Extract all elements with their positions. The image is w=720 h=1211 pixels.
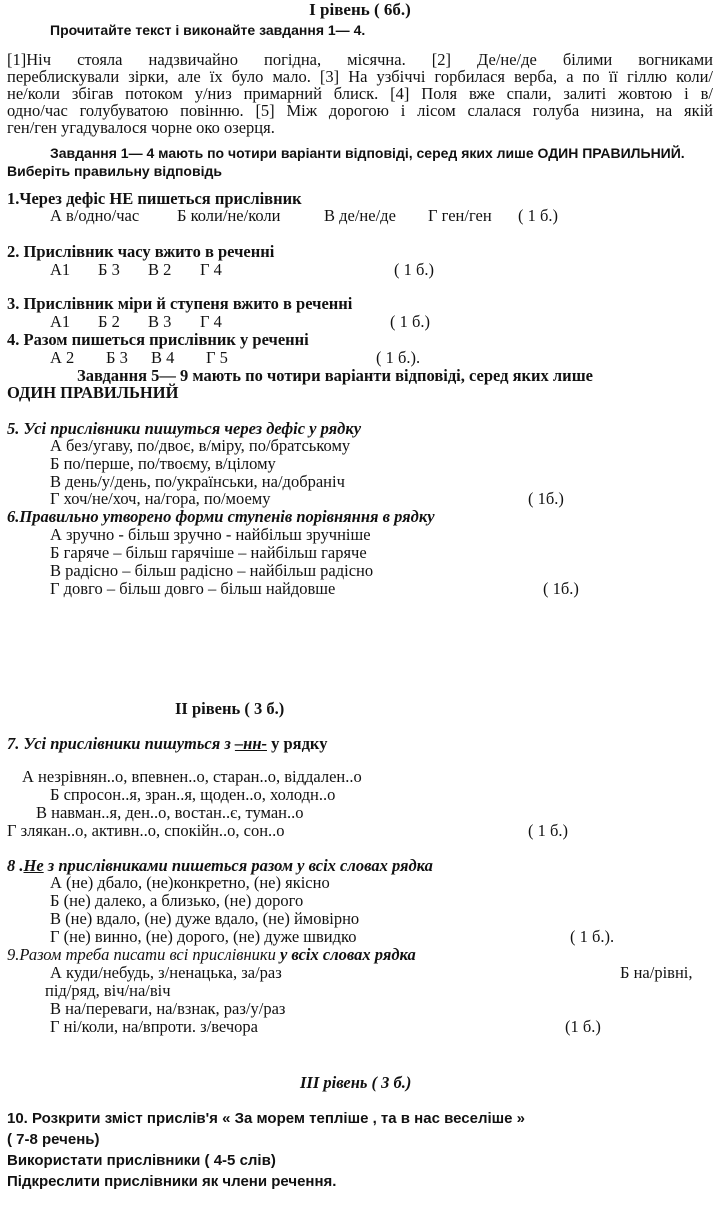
option-a[interactable]: А 2	[50, 348, 75, 367]
option-a[interactable]: А1	[50, 260, 71, 279]
option-c[interactable]: В радісно – більш радісно – найбільш радісно	[50, 561, 374, 580]
option-a[interactable]: А куди/небудь, з/ненацька, за/раз	[50, 963, 282, 982]
option-a[interactable]: А (не) дбало, (не)конкретно, (не) якісно	[50, 873, 330, 892]
question-9-title-post: у всіх словах рядка	[275, 945, 416, 964]
option-b[interactable]: Б гаряче – більш гарячіше – найбільш гаряче	[50, 543, 367, 562]
question-7-title	[7, 735, 327, 753]
question-10-adverbs: Використати прислівники ( 4-5 слів)	[7, 1152, 276, 1169]
task-note-5-9-cont: ОДИН ПРАВИЛЬНИЙ	[7, 383, 179, 402]
text-line: [1]Ніч стояла надзвичайно погідна, місячна. [2] Де/не/де білими вогниками	[7, 50, 713, 69]
option-b[interactable]: Б (не) далеко, а близько, (не) дорого	[50, 891, 304, 910]
points: ( 1 б.).	[376, 348, 421, 367]
option-c[interactable]: В 2	[148, 260, 172, 279]
option-a[interactable]: А1	[50, 312, 71, 331]
question-3-options	[50, 313, 430, 331]
ne-marker: Не	[23, 856, 44, 875]
question-4-options	[50, 349, 420, 367]
question-1-options	[50, 207, 558, 225]
question-10-underline: Підкреслити прислівники як члени речення.	[7, 1173, 337, 1190]
option-c[interactable]: В день/у/день, по/українськи, на/добраніч	[50, 472, 345, 491]
option-a[interactable]: А зручно - більш зручно - найбільш зручніше	[50, 525, 371, 544]
option-b[interactable]: Б по/перше, по/твоєму, в/цілому	[50, 454, 276, 473]
question-10-title: 10. Розкрити зміст прислів'я « За морем тепліше , та в нас веселіше »	[7, 1110, 525, 1127]
question-8-title-post: з прислівниками пишеться разом у всіх словах рядка	[43, 856, 433, 875]
option-d[interactable]: Г ген/ген	[428, 206, 492, 225]
question-4-title: 4. Разом пишеться прислівник у реченні	[7, 330, 309, 349]
option-d[interactable]: Г ні/коли, на/впроти. з/вечора	[50, 1017, 258, 1036]
option-d[interactable]: Г (не) винно, (не) дорого, (не) дуже швидко	[50, 927, 357, 946]
option-c[interactable]: В (не) вдало, (не) дуже вдало, (не) ймовірно	[50, 909, 360, 928]
question-10-count: ( 7-8 речень)	[7, 1131, 100, 1148]
task-note-5-9: Завдання 5— 9 мають по чотири варіанти відповіді, серед яких лише	[77, 366, 593, 385]
option-b[interactable]: Б коли/не/коли	[177, 206, 281, 225]
option-a[interactable]: А в/одно/час	[50, 206, 140, 225]
points: ( 1 б.)	[518, 206, 559, 225]
text-line: одно/час голубуватою повінню. [5] Між дорогою і лісом слалася голуба низина, на якій	[7, 101, 713, 120]
option-c[interactable]: В 3	[148, 312, 172, 331]
option-b[interactable]: Б 2	[98, 312, 120, 331]
points: ( 1 б.).	[570, 927, 615, 946]
option-b[interactable]: Б 3	[106, 348, 128, 367]
text-line: ген/ген угадувалося чорне око озерця.	[7, 118, 275, 137]
option-b[interactable]: Б 3	[98, 260, 120, 279]
level2-heading: ІІ рівень ( 3 б.)	[175, 699, 285, 718]
question-9-title	[7, 946, 416, 964]
question-3-title: 3. Прислівник міри й ступеня вжито в реченні	[7, 294, 353, 313]
task-note: Завдання 1— 4 мають по чотири варіанти відповіді, серед яких лише ОДИН ПРАВИЛЬНИЙ.	[50, 145, 685, 161]
text-line: не/коли збігав потоком у/низ примарний блиск. [4] Поля вже спали, залиті жовтою і в/	[7, 84, 713, 103]
points: ( 1 б.)	[528, 821, 569, 840]
option-d[interactable]: Г хоч/не/хоч, на/гора, по/моему	[50, 489, 271, 508]
points: ( 1б.)	[528, 489, 564, 508]
text-line: переблискували зірки, але їх було мало. [3] На узбіччі горбилася верба, а по її гіллю коли/	[7, 67, 713, 86]
option-a[interactable]: А незрівнян..о, впевнен..о, старан..о, віддален..о	[22, 767, 362, 786]
option-c[interactable]: В 4	[151, 348, 175, 367]
option-c[interactable]: В на/переваги, на/взнак, раз/у/раз	[50, 999, 286, 1018]
level3-heading: ІІІ рівень ( 3 б.)	[300, 1073, 412, 1092]
option-b-cont[interactable]: під/ряд, віч/на/віч	[45, 981, 171, 1000]
suffix-marker: –нн-	[234, 734, 267, 753]
task-note: Виберіть правильну відповідь	[7, 163, 222, 179]
instruction: Прочитайте текст і виконайте завдання 1— 4.	[50, 22, 366, 38]
points: (1 б.)	[565, 1017, 601, 1036]
question-5-title: 5. Усі прислівники пишуться через дефіс у рядку	[7, 419, 362, 438]
question-7-title-post: у рядку	[266, 734, 328, 753]
option-d[interactable]: Г 4	[200, 312, 222, 331]
question-1-title: 1.Через дефіс НЕ пишеться прислівник	[7, 189, 302, 208]
option-a[interactable]: А без/угаву, по/двоє, в/міру, по/братському	[50, 436, 351, 455]
option-c[interactable]: В де/не/де	[324, 206, 396, 225]
points: ( 1 б.)	[394, 260, 435, 279]
question-2-title: 2. Прислівник часу вжито в реченні	[7, 242, 275, 261]
option-d[interactable]: Г 4	[200, 260, 222, 279]
question-9-title-pre: 9.Разом треба писати всі прислівники	[7, 945, 276, 964]
points: ( 1б.)	[543, 579, 579, 598]
level1-heading: І рівень ( 6б.)	[309, 0, 411, 19]
option-d[interactable]: Г 5	[206, 348, 228, 367]
option-d[interactable]: Г довго – більш довго – більш найдовше	[50, 579, 336, 598]
question-8-number: 8 .	[7, 856, 24, 875]
option-c[interactable]: В навман..я, ден..о, востан..є, туман..о	[36, 803, 304, 822]
option-d[interactable]: Г злякан..о, активн..о, спокійн..о, сон..о	[7, 821, 285, 840]
option-b[interactable]: Б на/рівні,	[620, 963, 693, 982]
option-b[interactable]: Б спросон..я, зран..я, щоден..о, холодн..о	[50, 785, 336, 804]
question-7-title-pre: 7. Усі прислівники пишуться з	[7, 734, 231, 753]
question-6-title: 6.Правильно утворено форми ступенів порівняння в рядку	[7, 507, 435, 526]
question-2-options	[50, 261, 434, 279]
points: ( 1 б.)	[390, 312, 431, 331]
